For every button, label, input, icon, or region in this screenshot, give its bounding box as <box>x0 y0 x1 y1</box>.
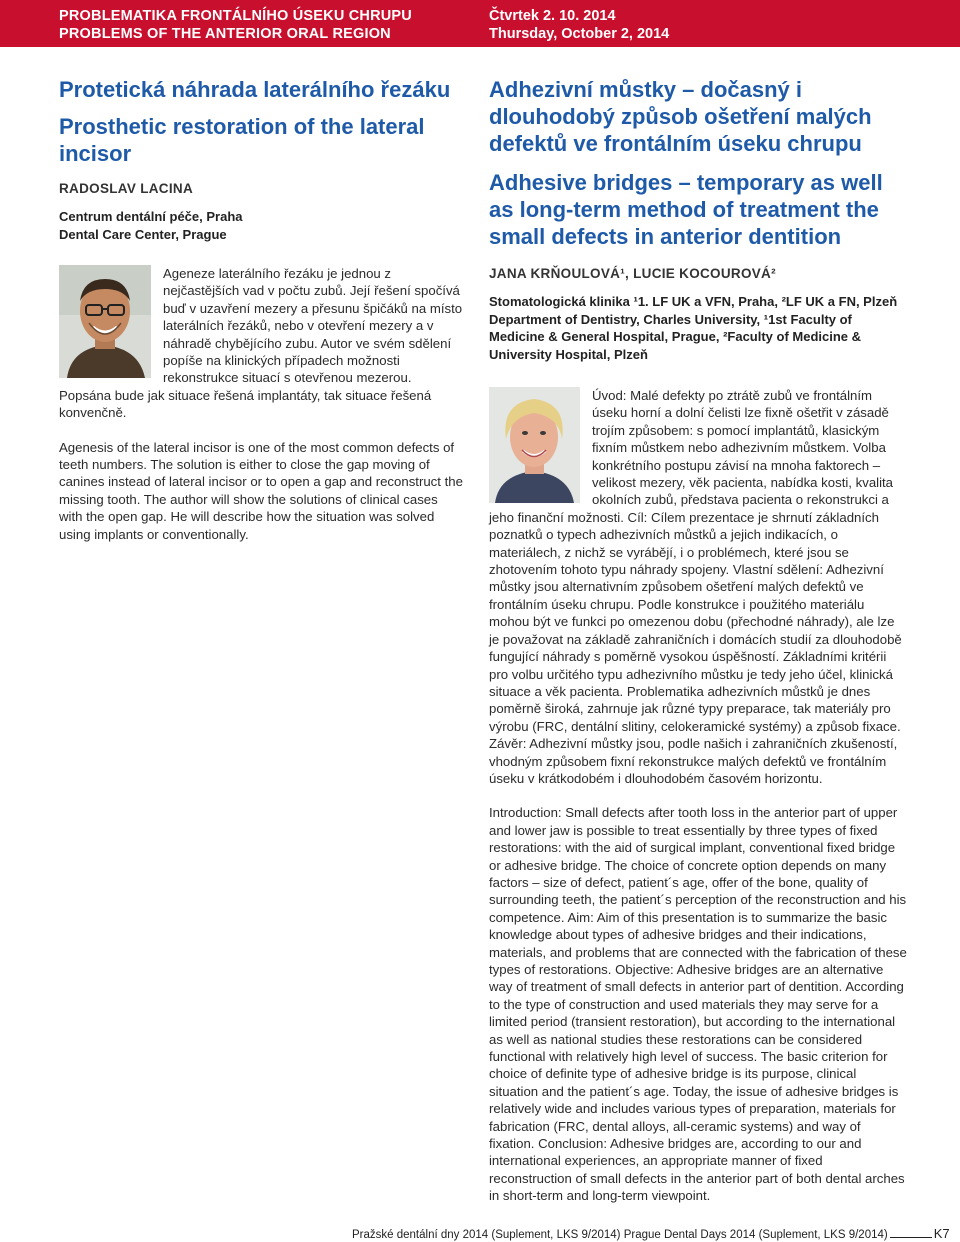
right-article <box>489 76 907 1205</box>
page-number: K7 <box>933 1226 950 1241</box>
header-date-cz: Čtvrtek 2. 10. 2014 <box>489 8 616 24</box>
right-abstract-block <box>489 387 907 1205</box>
right-authors: JANA KRŇOULOVÁ¹, LUCIE KOCOUROVÁ² <box>489 266 776 281</box>
right-title-en: Adhesive bridges – temporary as well as long-term method of treatment the small defects in anterior dentition <box>489 170 883 249</box>
left-affiliation-cz: Centrum dentální péče, Praha <box>59 209 243 224</box>
left-abstract-en: Agenesis of the lateral incisor is one of the most common defects of teeth numbers. The solution is either to close the gap moving of canines instead of lateral incisor or to open a gap and reconstruct the missing tooth. The author will show the solutions of clinical cases with the open gap. He will describe how the situation was solved using implants or conventionally. <box>59 439 463 542</box>
left-affiliation-en: Dental Care Center, Prague <box>59 226 227 242</box>
header-section <box>59 7 412 43</box>
header-date <box>489 7 669 43</box>
left-title-cz: Protetická náhrada laterálního řezáku <box>59 77 451 102</box>
left-article <box>59 76 464 543</box>
header-section-en: PROBLEMS OF THE ANTERIOR ORAL REGION <box>59 26 391 42</box>
left-title-en: Prosthetic restoration of the lateral incisor <box>59 114 425 166</box>
footer-rule <box>890 1237 932 1238</box>
left-author: RADOSLAV LACINA <box>59 181 193 196</box>
header-section-cz: PROBLEMATIKA FRONTÁLNÍHO ÚSEKU CHRUPU <box>59 8 412 24</box>
right-abstract-cz: Úvod: Malé defekty po ztrátě zubů ve frontálním úseku horní a dolní čelisti lze fixně ošetřit v zásadě trojím způsobem: s pomocí implantátů, klasickým fixním můstkem nebo adhezivním můstkem. Volba konkrétního postupu závisí na mnoha faktorech – velikost mezery, věk pacienta, nabídka kosti, kvalita okolních zubů, představa pacienta o rekonstrukci a jeho finanční možnosti. Cíl: Cílem prezentace je shrnutí základních poznatků o typech adhezivních můstků a jejich indikacích, o materiálech, z nichž se vyrábějí, i o problémech, které jsou se zhotovením tohoto typu náhrady spojeny. Vlastní sdělení: Adhezivní můstky jsou alternativním způsobem ošetření malých defektů ve frontálním úseku chrupu. Podle konstrukce i použitého materiálu mohou být ve funkci po omezenou dobu (přechodné náhrady), ale lze je považovat na základě zahraničních i domácích studií za dlouhodobě fungující náhrady s poměrně vysokou úspěšností. Základními kritérii pro volbu určitého typu adhezivního můstku je tedy jeho účel, klinická situace a věk pacienta. Problematika adhezivních můstků je dnes poměrně široká, zahrnuje jak různé typy preparace, tak materiály pro výrobu (FRC, dentální slitiny, celokeramické systémy) a způsob fixace. Závěr: Adhezivní můstky jsou, podle našich i zahraničních zkušeností, vhodným způsobem fixní rekonstrukce malých defektů ve frontálním úseku v krátkodobém i dlouhodobém časovém horizontu. <box>489 388 902 786</box>
right-abstract-en: Introduction: Small defects after tooth loss in the anterior part of upper and lower jaw is possible to treat essentially by three types of fixed restorations: with the aid of surgical implant, conventional fixed bridge or adhesive bridge. The choice of concrete option depends on many factors – size of defect, patient´s age, offer of the bone, quality of surrounding teeth, the patient´s perception of the reconstruction and his competence. Aim: Aim of this presentation is to summarize the basic knowledge about types of adhesive bridges and their indications, materials, and problems that are connected with the fabrication of these types of restorations. Objective: Adhesive bridges are an alternative way of treatment of small defects in anterior part of dentition. According to the type of construction and used materials they may serve for a limited period (transient restoration), but according to the international as well as national studies these restorations can be considered functional with relatively high level of success. The basic criterion for choice of definite type of adhesive bridge is its purpose, clinical situation and the patient´s age. Today, the issue of adhesive bridges is relatively wide and includes various types of preparation, materials for fabrication (FRC, dental alloys, all-ceramic systems) and way of fixation. Conclusion: Adhesive bridges are, according to our and international experiences, an appropriate manner of fixed reconstruction of small defects in the anterior part of both dental arches in short-term and long-term viewpoint. <box>489 805 907 1204</box>
left-abstract-block <box>59 265 464 543</box>
right-title-cz: Adhezivní můstky – dočasný i dlouhodobý způsob ošetření malých defektů ve frontálním úseku chrupu <box>489 77 872 156</box>
header-bar <box>0 0 960 47</box>
right-affiliation: Stomatologická klinika ¹1. LF UK a VFN, Praha, ²LF UK a FN, Plzeň Department of Dentistry, Charles University, ¹1st Faculty of Medicine & General Hospital, Prague, ²Faculty of Medicine & University Hospital, Plzeň <box>489 294 898 362</box>
page-footer <box>352 1226 950 1241</box>
author-photo-female <box>489 387 580 503</box>
author-photo-male <box>59 265 151 378</box>
left-abstract-cz: Ageneze laterálního řezáku je jednou z nejčastějších vad v počtu zubů. Její řešení spočívá buď v uzavření mezery a přesunu špičáků na místo laterálních řezáků, nebo v otevření mezery a v náhradě chybějícího zubu. Autor ve svém sdělení popíše na klinických případech možnosti rekonstrukce situací s otevřenou mezerou. Popsána bude jak situace řešená implantáty, tak situace řešená konvenčně. <box>59 266 463 421</box>
header-date-en: Thursday, October 2, 2014 <box>489 26 670 42</box>
footer-journal: Pražské dentální dny 2014 (Suplement, LKS 9/2014) Prague Dental Days 2014 (Suplement, LKS 9/2014) <box>352 1229 888 1241</box>
